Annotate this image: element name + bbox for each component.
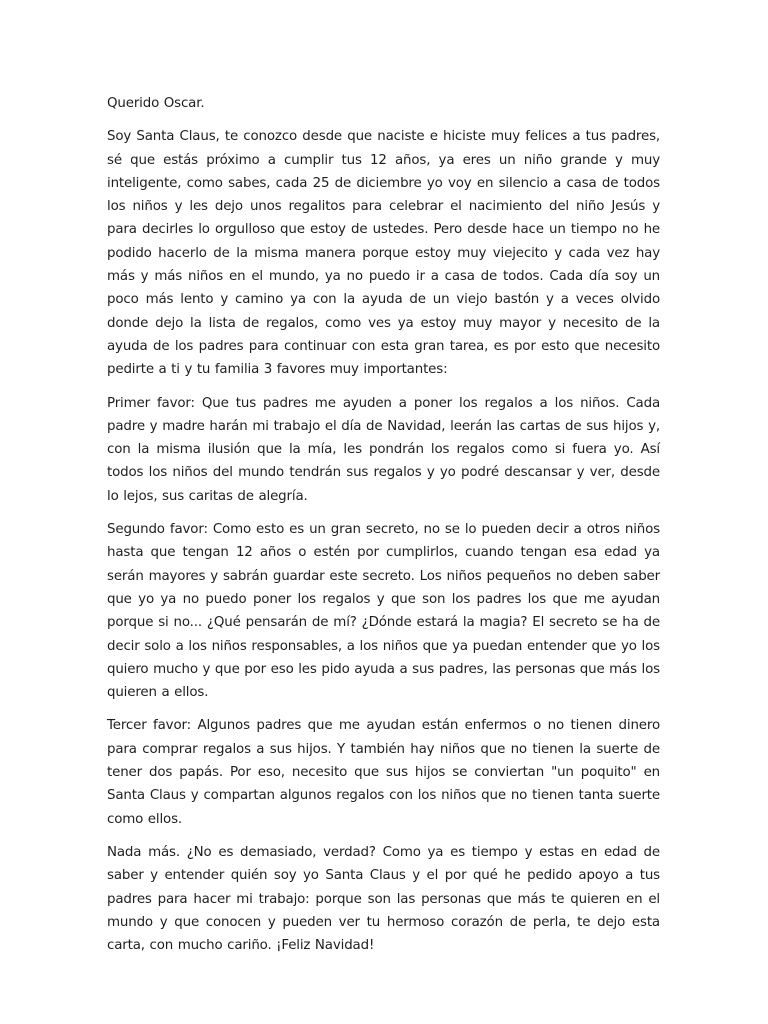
letter-body (107, 92, 660, 967)
letter-paragraph-closing: Nada más. ¿No es demasiado, verdad? Como ya es tiempo y estas en edad de saber y entender quién soy yo Santa Claus y el por qué he pedido apoyo a tus padres para hacer mi trabajo: porque son las personas que más te quieren en el mundo y que conocen y pueden ver tu hermoso corazón de perla, te dejo esta carta, con mucho cariño. ¡Feliz Navidad! (107, 844, 660, 954)
letter-paragraph-intro: Soy Santa Claus, te conozco desde que naciste e hiciste muy felices a tus padres, sé que estás próximo a cumplir tus 12 años, ya eres un niño grande y muy inteligente, como sabes, cada 25 de diciembre yo voy en silencio a casa de todos los niños y les dejo unos regalitos para celebrar el nacimiento del niño Jesús y para decirles lo orgulloso que estoy de ustedes. Pero desde hace un tiempo no he podido hacerlo de la misma manera porque estoy muy viejecito y cada vez hay más y más niños en el mundo, ya no puedo ir a casa de todos. Cada día soy un poco más lento y camino ya con la ayuda de un viejo bastón y a veces olvido donde dejo la lista de regalos, como ves ya estoy muy mayor y necesito de la ayuda de los padres para continuar con esta gran tarea, es por esto que necesito pedirte a ti y tu familia 3 favores muy importantes: (107, 129, 660, 378)
letter-greeting: Querido Oscar. (107, 96, 205, 111)
letter-paragraph-first-favor: Primer favor: Que tus padres me ayuden a poner los regalos a los niños. Cada padre y madre harán mi trabajo el día de Navidad, leerán las cartas de sus hijos y, con la misma ilusión que la mía, les pondrán los regalos como si fuera yo. Así todos los niños del mundo tendrán sus regalos y yo podré descansar y ver, desde lo lejos, sus caritas de alegría. (107, 395, 660, 504)
letter-paragraph-second-favor: Segundo favor: Como esto es un gran secreto, no se lo pueden decir a otros niños hasta que tengan 12 años o estén por cumplirlos, cuando tengan esa edad ya serán mayores y sabrán guardar este secreto. Los niños pequeños no deben saber que yo ya no puedo poner los regalos y que son los padres los que me ayudan porque si no... ¿Qué pensarán de mí? ¿Dónde estará la magia? El secreto se ha de decir solo a los niños responsables, a los niños que ya puedan entender que yo los quiero mucho y que por eso les pido ayuda a sus padres, las personas que más los quieren a ellos. (107, 522, 660, 701)
letter-paragraph-third-favor: Tercer favor: Algunos padres que me ayudan están enfermos o no tienen dinero para comprar regalos a sus hijos. Y también hay niños que no tienen la suerte de tener dos papás. Por eso, necesito que sus hijos se conviertan "un poquito" en Santa Claus y compartan algunos regalos con los niños que no tienen tanta suerte como ellos. (107, 718, 660, 827)
